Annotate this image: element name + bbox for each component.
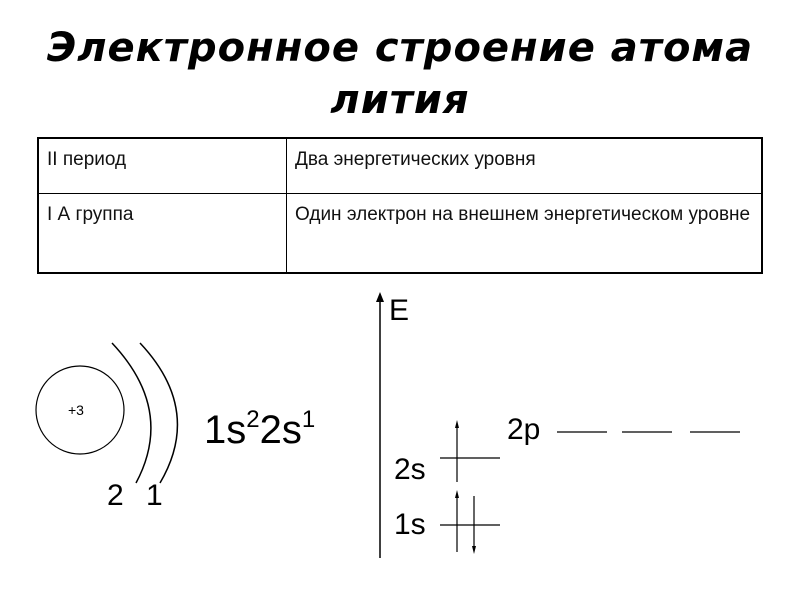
electron-1s-up-head <box>455 490 459 498</box>
energy-axis-label: E <box>389 294 410 327</box>
energy-axis-arrowhead <box>376 292 384 302</box>
electron-1s-down-head <box>472 546 476 554</box>
shell-outer-count: 1 <box>146 479 163 512</box>
config-1s: 1s <box>204 408 247 452</box>
config-2s-electrons: 1 <box>301 406 316 433</box>
table-cell-group: I А группа <box>38 194 287 274</box>
electron-shell-inner <box>112 343 151 483</box>
level-2s-label: 2s <box>394 453 426 486</box>
table-cell-levels: Два энергетических уровня <box>287 138 763 194</box>
shell-inner-count: 2 <box>107 479 124 512</box>
slide-title: Электронное строение атома лития <box>46 25 754 123</box>
config-2s: 2s <box>259 408 302 452</box>
level-1s-label: 1s <box>394 508 426 541</box>
level-2p-label: 2p <box>507 413 541 446</box>
table-cell-outer-electron: Один электрон на внешнем энергетическом уровне <box>287 194 763 274</box>
electron-configuration <box>204 396 315 454</box>
config-1s-electrons: 2 <box>246 406 260 433</box>
electron-2s-up-head <box>455 420 459 428</box>
table-cell-period: II период <box>38 138 287 194</box>
nucleus-charge: +3 <box>68 402 84 418</box>
